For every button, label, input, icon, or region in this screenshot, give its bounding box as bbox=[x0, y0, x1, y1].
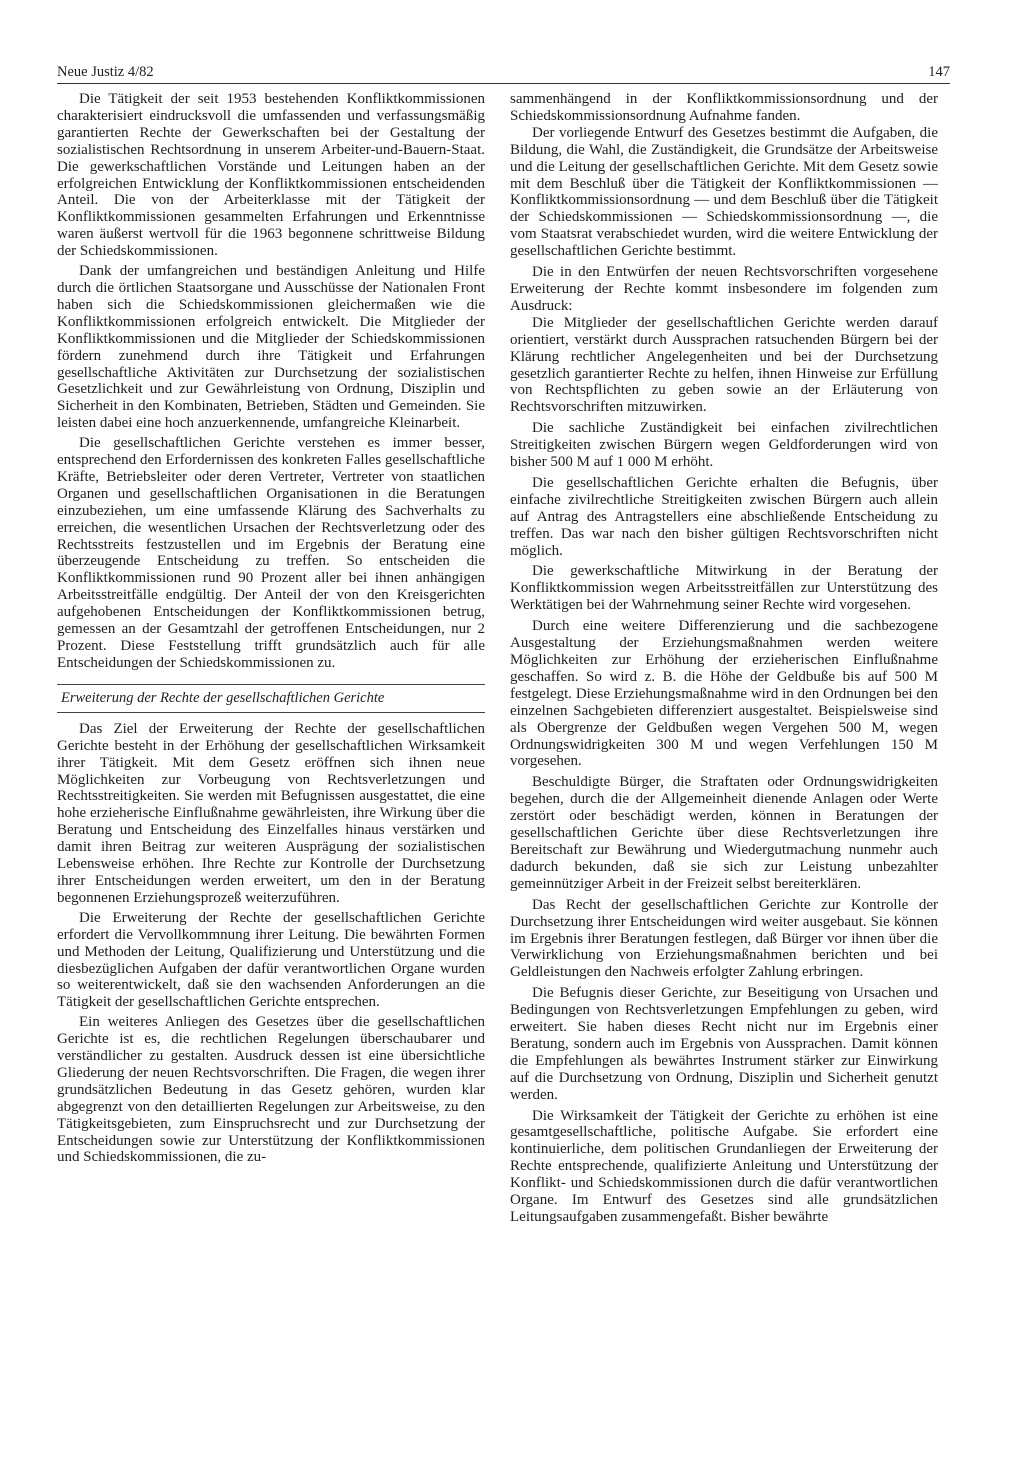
journal-issue: Neue Justiz 4/82 bbox=[57, 64, 154, 80]
paragraph: Die Tätigkeit der seit 1953 bestehenden Konfliktkommissionen charakterisiert eindrucksvoll die umfassenden und verfassungsmäßig garantierten Rechte der Gewerkschaften bei der Gestaltung der sozialistischen Rechtsordnung in unserem Arbeiter-und-Bauern-Staat. Die gewerkschaftlichen Vorstände und Leitungen haben an der erfolgreichen Entwicklung der Konfliktkommissionen entscheidenden Anteil. Die von der Arbeiterklasse mit der Tätigkeit der Konfliktkommissionen gesammelten Erfahrungen und Erkenntnisse waren äußerst wertvoll für die 1963 begonnene schrittweise Bildung der Schiedskommissionen. bbox=[57, 91, 485, 260]
paragraph: Durch eine weitere Differenzierung und die sachbezogene Ausgestaltung der Erziehungsmaßnahmen werden weitere Möglichkeiten zur Erhöhung der erzieherischen Einflußnahme geschaffen. So wird z. B. die Höhe der Geldbuße bis auf 500 M festgelegt. Diese Erziehungsmaßnahme wird in den Ordnungen bei den einzelnen Sachgebieten differenziert ausgestaltet. Beispielsweise sind als Obergrenze der Geldbußen wegen Vergehen 500 M, wegen Ordnungswidrigkeiten 300 M und wegen Verfehlungen 150 M vorgesehen. bbox=[510, 618, 938, 770]
paragraph: Die Wirksamkeit der Tätigkeit der Gerichte zu erhöhen ist eine gesamtgesellschaftliche, politische Aufgabe. Sie erfordert eine kontinuierliche, dem politischen Grundanliegen der Erweiterung der Rechte entsprechende, qualifizierte Anleitung und Unterstützung der Konflikt- und Schiedskommissionen durch die dafür verantwortlichen Organe. Im Entwurf des Gesetzes sind alle grundsätzlichen Leitungsaufgaben zusammengefaßt. Bisher bewährte bbox=[510, 1107, 938, 1225]
paragraph: Dank der umfangreichen und beständigen Anleitung und Hilfe durch die örtlichen Staatsorgane und Ausschüsse der Nationalen Front haben sich die Schiedskommissionen gleichermaßen wie die Konfliktkommissionen erfolgreich entwickelt. Die Mitglieder der Konfliktkommissionen und die Mitglieder der Schiedskommissionen fördern zunehmend durch ihre Tätigkeit und Erfahrungen gesellschaftliche Aktivitäten zur Durchsetzung der sozialistischen Gesetzlichkeit und zur Gewährleistung von Ordnung, Disziplin und Sicherheit in den Kombinaten, Betrieben, Städten und Gemeinden. Sie leisten dabei eine hoch anzuerkennende, umfangreiche Kleinarbeit. bbox=[57, 263, 485, 432]
paragraph: Die Mitglieder der gesellschaftlichen Gerichte werden darauf orientiert, verstärkt durch Aussprachen ratsuchenden Bürgern bei der Klärung rechtlicher Angelegenheiten und bei der Durchsetzung gesetzlich garantierter Rechte zu helfen, ihnen Hinweise zur Erfüllung von Rechtspflichten zu geben sowie an der Erläuterung von Rechtsvorschriften mitzuwirken. bbox=[510, 314, 938, 416]
right-column bbox=[510, 91, 938, 1226]
paragraph-continuation: sammenhängend in der Konfliktkommissionsordnung und der Schiedskommissionsordnung Aufnahme fanden. bbox=[510, 91, 938, 124]
paragraph: Die Erweiterung der Rechte der gesellschaftlichen Gerichte erfordert die Vervollkommnung ihrer Leitung. Die bewährten Formen und Methoden der Leitung, Qualifizierung und Unterstützung und die diesbezüglichen Aufgaben der dafür verantwortlichen Organe wurden so weiterentwickelt, daß sie den wachsenden Anforderungen an die Tätigkeit der gesellschaftlichen Gerichte entsprechen. bbox=[57, 909, 485, 1011]
paragraph: Der vorliegende Entwurf des Gesetzes bestimmt die Aufgaben, die Bildung, die Wahl, die Zuständigkeit, die Grundsätze der Arbeitsweise und die Leitung der gesellschaftlichen Gerichte. Mit dem Gesetz sowie mit dem Beschluß über die Tätigkeit der Konfliktkommissionen — Konfliktkommissionsordnung — und dem Beschluß über die Tätigkeit der Schiedskommissionen — Schiedskommissionsordnung —, die vom Staatsrat verabschiedet wurden, wird die weitere Entwicklung der gesellschaftlichen Gerichte bestimmt. bbox=[510, 124, 938, 260]
page-number: 147 bbox=[928, 64, 950, 80]
header-rule bbox=[57, 83, 950, 84]
paragraph: Die in den Entwürfen der neuen Rechtsvorschriften vorgesehene Erweiterung der Rechte kommt insbesondere im folgenden zum Ausdruck: bbox=[510, 264, 938, 314]
paragraph: Die gesellschaftlichen Gerichte erhalten die Befugnis, über einfache zivilrechtliche Streitigkeiten zwischen Bürgern auch allein auf Antrag des Antragstellers eine abschließende Entscheidung zu treffen. Das war nach den bisher gültigen Rechtsvorschriften nicht möglich. bbox=[510, 474, 938, 559]
page-header bbox=[57, 59, 950, 85]
paragraph: Das Ziel der Erweiterung der Rechte der gesellschaftlichen Gerichte besteht in der Erhöhung der gesellschaftlichen Wirksamkeit ihrer Tätigkeit. Mit dem Gesetz eröffnen sich ihnen neue Möglichkeiten zur Vorbeugung von Rechtsverletzungen und Rechtsstreitigkeiten. Sie werden mit Befugnissen ausgestattet, die eine hohe erzieherische Einflußnahme gewährleisten, ihre Wirkung über die Beratung und Entscheidung des Einzelfalles hinaus verstärken und damit ihren Beitrag zur weiteren Ausprägung der sozialistischen Lebensweise erhöhen. Ihre Rechte zur Kontrolle der Durchsetzung ihrer Entscheidungen werden erweitert, um den in der Beratung begonnenen Erziehungsprozeß weiterzuführen. bbox=[57, 720, 485, 906]
left-column bbox=[57, 91, 485, 1166]
paragraph: Beschuldigte Bürger, die Straftaten oder Ordnungswidrigkeiten begehen, durch die der Allgemeinheit dienende Anlagen oder Werte zerstört oder beschädigt werden, können in Beratungen der gesellschaftlichen Gerichte über diese Rechtsverletzungen ihre Bereitschaft zur Bewährung und Wiedergutmachung nunmehr auch dadurch bekunden, daß sie sich zur Leistung unbezahlter gemeinnütziger Arbeit in der Freizeit selbst bereiterklären. bbox=[510, 774, 938, 892]
paragraph: Die sachliche Zuständigkeit bei einfachen zivilrechtlichen Streitigkeiten zwischen Bürgern wegen Geldforderungen wird von bisher 500 M auf 1 000 M erhöht. bbox=[510, 420, 938, 471]
paragraph: Ein weiteres Anliegen des Gesetzes über die gesellschaftlichen Gerichte ist es, die rechtlichen Regelungen überschaubarer und verständlicher zu gestalten. Ausdruck dessen ist eine übersichtliche Gliederung der neuen Rechtsvorschriften. Die Fragen, die wegen ihrer grundsätzlichen Bedeutung in das Gesetz gehören, wurden klar abgegrenzt von den detaillierten Regelungen zur Arbeitsweise, zu den Tätigkeitsgebieten, zum Einspruchsrecht und zur Durchsetzung der Entscheidungen sowie zur Unterstützung der Konfliktkommissionen und Schiedskommissionen, die zu- bbox=[57, 1014, 485, 1166]
paragraph: Das Recht der gesellschaftlichen Gerichte zur Kontrolle der Durchsetzung ihrer Entscheidungen wird weiter ausgebaut. Sie können im Ergebnis ihrer Beratungen festlegen, daß Bürger vor ihnen über die Verwirklichung von Erziehungsmaßnahmen berichten und bei Geldleistungen den Nachweis erfolgter Zahlung erbringen. bbox=[510, 896, 938, 981]
paragraph: Die gesellschaftlichen Gerichte verstehen es immer besser, entsprechend den Erfordernissen des konkreten Falles gesellschaftliche Kräfte, Betriebsleiter oder deren Vertreter, Vertreter von staatlichen Organen und gesellschaftlichen Organisationen in die Beratungen einzubeziehen, um eine umfassende Klärung des Sachverhalts zu erreichen, die wesentlichen Ursachen der Rechtsverletzung oder des Rechtsstreits festzustellen und im Ergebnis der Beratung eine überzeugende Entscheidung zu treffen. So entscheiden die Konfliktkommissionen rund 90 Prozent aller bei ihnen anhängigen Arbeitsstreitfälle endgültig. Der Anteil der von den Kreisgerichten aufgehobenen Entscheidungen der Konfliktkommissionen betrug, gemessen an der Gesamtzahl der getroffenen Entscheidungen, nur 2 Prozent. Diese Feststellung trifft grundsätzlich auch für alle Entscheidungen der Schiedskommissionen zu. bbox=[57, 435, 485, 671]
section-heading: Erweiterung der Rechte der gesellschaftlichen Gerichte bbox=[57, 684, 485, 713]
paragraph: Die gewerkschaftliche Mitwirkung in der Beratung der Konfliktkommission wegen Arbeitsstreitfällen zur Unterstützung des Werktätigen bei der Wahrnehmung seiner Rechte wird vorgesehen. bbox=[510, 563, 938, 614]
paragraph: Die Befugnis dieser Gerichte, zur Beseitigung von Ursachen und Bedingungen von Rechtsverletzungen Empfehlungen zu geben, wird erweitert. Sie haben dieses Recht nicht nur im Ergebnis einer Beratung, sondern auch im Ergebnis von Aussprachen. Damit können die Empfehlungen als bewährtes Instrument stärker zur Einwirkung auf die Durchsetzung von Ordnung, Disziplin und Sicherheit genutzt werden. bbox=[510, 985, 938, 1103]
